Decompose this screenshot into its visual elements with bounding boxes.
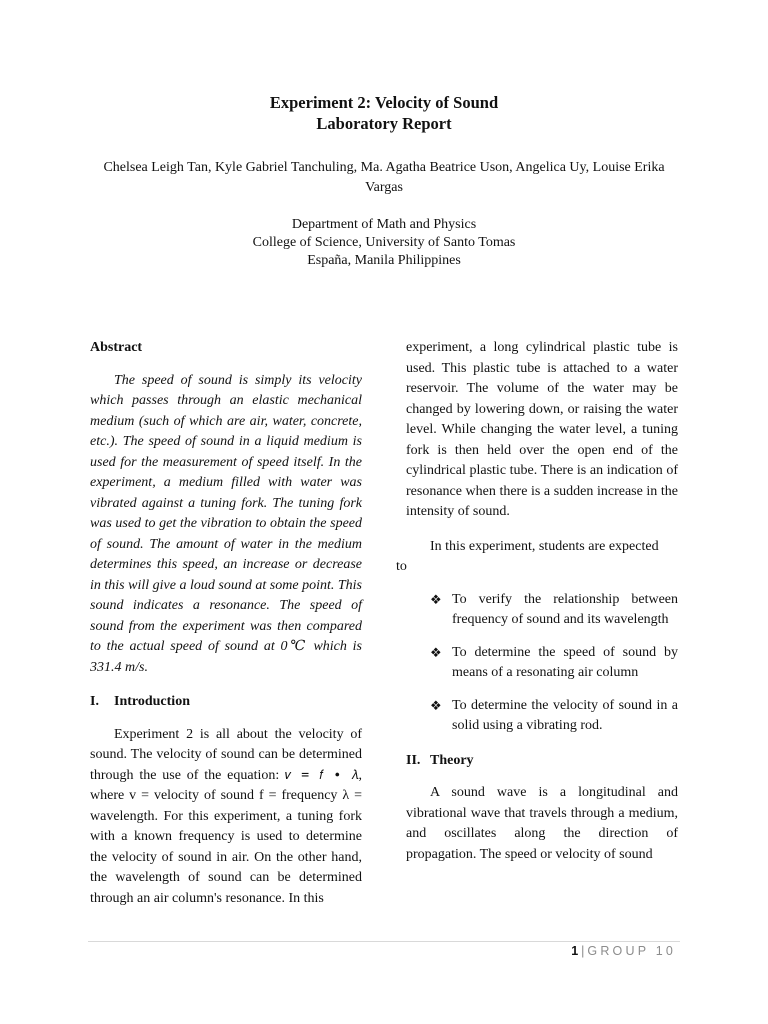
abstract-heading: Abstract (90, 340, 143, 355)
objectives-intro-continued: to (396, 559, 407, 574)
affiliation-location: España, Manila Philippines (307, 253, 461, 268)
objectives-list (406, 590, 678, 737)
intro-text-after-equation: , where v = velocity of sound f = frequency λ = wavelength. For this experiment, a tuning fork with a known frequency is used to determine the velocity of sound in air. On the other hand, the wavelength of sound can be determined through an air column's resonance. In this (90, 767, 362, 906)
abstract-text: The speed of sound is simply its velocity which passes through an elastic mechanical medium (such of which are air, water, concrete, etc.). The speed of sound in a liquid medium is used for the measurement of speed itself. In the experiment, a medium filled with water was vibrated against a tuning fork. The tuning fork was used to get the vibration to obtain the speed of sound. The amount of water in the medium determines this speed, an increase or decrease in this will give a loud sound at some point. This sound indicates a resonance. The speed of sound from the experiment was then compared to the actual speed of sound at 0℃ which is 331.4 m/s. (90, 372, 362, 675)
intro-text-before-equation: Experiment 2 is all about the velocity of sound. The velocity of sound can be determined through the use of the equation: (90, 726, 362, 783)
theory-paragraph: A sound wave is a longitudinal and vibrational wave that travels through a medium, and oscillates along the direction of propagation. The speed or velocity of sound (406, 785, 678, 862)
footer-divider (88, 941, 680, 942)
introduction-paragraph-part1 (90, 725, 362, 910)
theory-heading (406, 751, 678, 772)
theory-title: Theory (430, 752, 474, 768)
affiliation (0, 216, 768, 270)
velocity-equation: 𝑣 = 𝑓 ∙ 𝜆 (285, 767, 359, 783)
group-label: GROUP 10 (587, 944, 676, 958)
diamond-bullet-icon: ❖ (430, 591, 442, 607)
footer-separator: | (581, 944, 585, 958)
affiliation-department: Department of Math and Physics (291, 217, 477, 232)
diamond-bullet-icon: ❖ (430, 644, 442, 660)
objective-text: To verify the relationship between frequency of sound and its wavelength (452, 591, 678, 627)
introduction-number: I. (90, 694, 99, 709)
title-block (0, 92, 768, 270)
page-number: 1 (571, 944, 579, 958)
author-list: Chelsea Leigh Tan, Kyle Gabriel Tanchuling, Ma. Agatha Beatrice Uson, Angelica Uy, Louise Erika Vargas (103, 160, 665, 195)
affiliation-college: College of Science, University of Santo Tomas (252, 235, 516, 250)
list-item (406, 696, 678, 737)
paper-title-line2: Laboratory Report (316, 114, 452, 133)
list-item (406, 643, 678, 684)
diamond-bullet-icon: ❖ (430, 697, 442, 713)
objective-text: To determine the speed of sound by means of a resonating air column (452, 644, 678, 680)
right-column (396, 338, 678, 865)
introduction-title: Introduction (114, 694, 190, 709)
left-column (90, 338, 362, 909)
introduction-heading (90, 692, 362, 713)
paper-title-line1: Experiment 2: Velocity of Sound (269, 93, 499, 112)
objectives-intro: In this experiment, students are expected (430, 538, 659, 554)
list-item (406, 590, 678, 631)
page-footer (571, 944, 676, 958)
introduction-paragraph-part2: experiment, a long cylindrical plastic tube is used. This plastic tube is attached to a water reservoir. The volume of the water may be changed by lowering down, or raising the water level. While changing the water level, a tuning fork is then held over the open end of the cylindrical plastic tube. There is an indication of resonance when there is a sudden increase in the intensity of sound. (406, 340, 678, 519)
theory-number: II. (406, 752, 421, 768)
objective-text: To determine the velocity of sound in a solid using a vibrating rod. (452, 697, 678, 733)
